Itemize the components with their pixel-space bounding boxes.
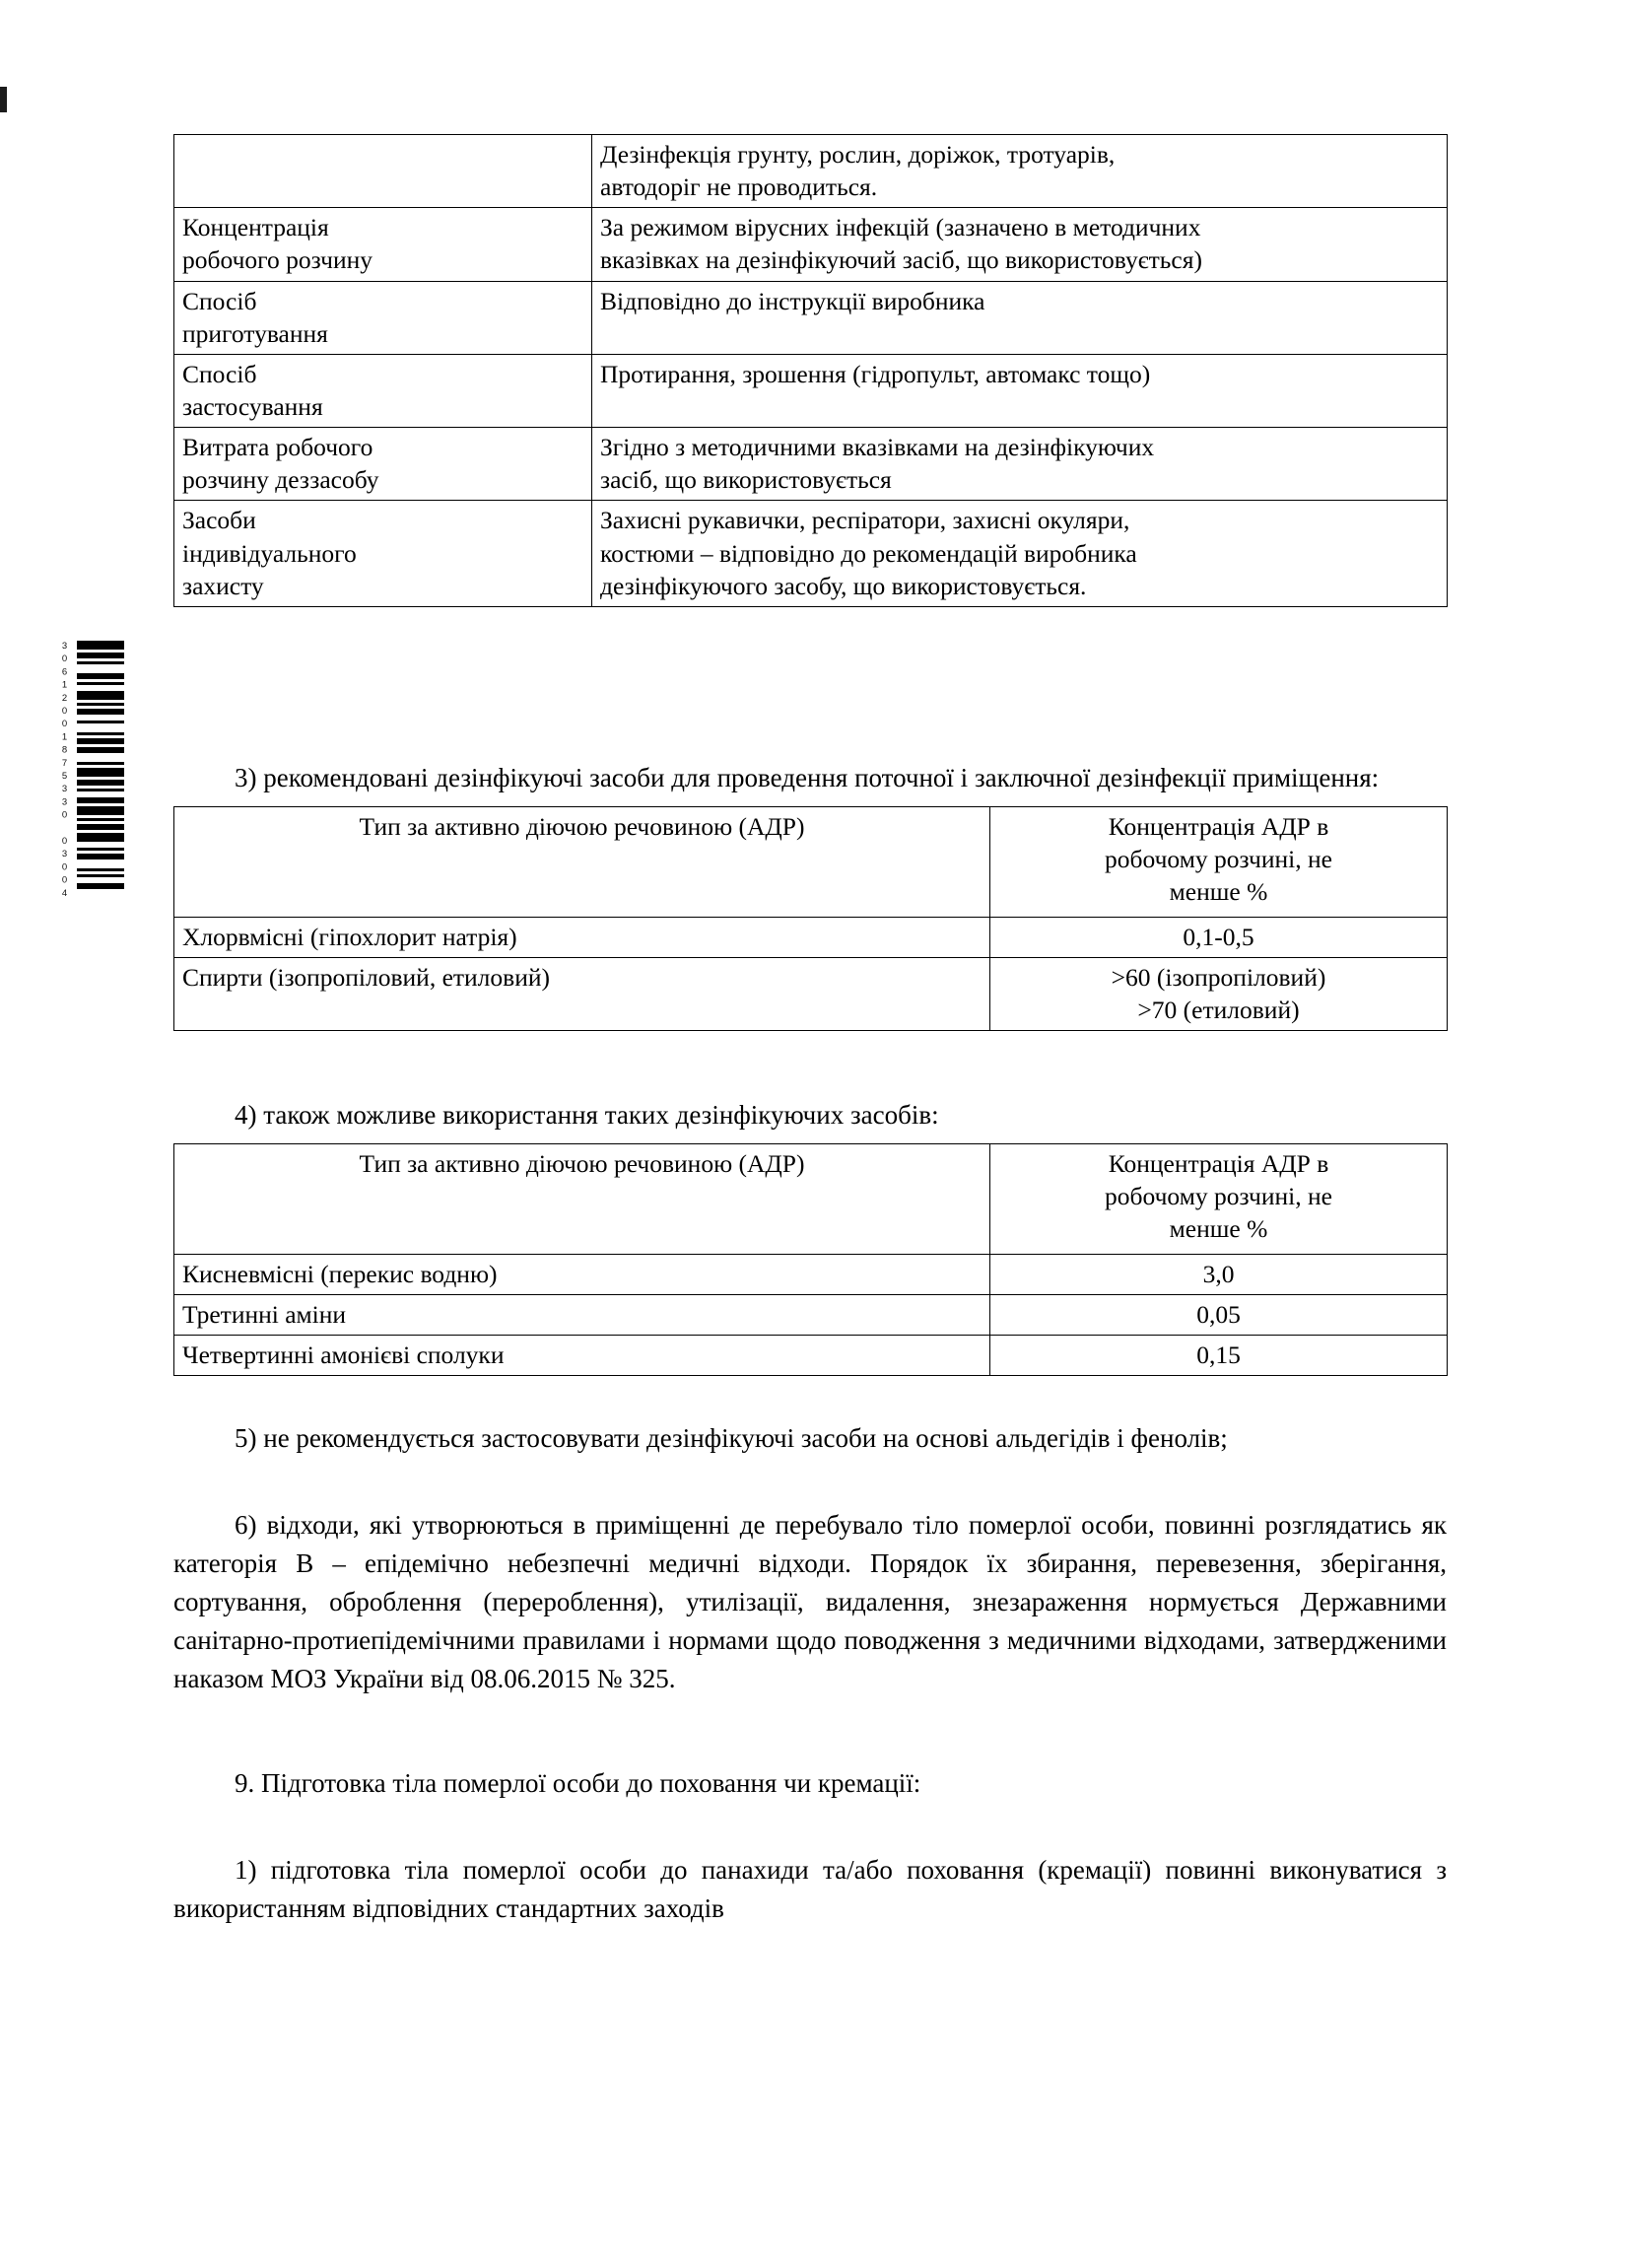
value-line: костюми – відповідно до рекомендацій виробника	[600, 538, 1137, 568]
agent-type-cell: Третинні аміни	[174, 1295, 990, 1336]
agent-type-cell: Кисневмісні (перекис водню)	[174, 1255, 990, 1295]
agent-concentration-cell: 0,15	[990, 1336, 1448, 1376]
label-line: Засоби	[182, 506, 256, 535]
barcode-bars	[77, 641, 124, 892]
table-row	[174, 501, 1448, 606]
label-line: індивідуального	[182, 538, 357, 568]
header-line: Концентрація АДР в	[1108, 812, 1329, 841]
row-value-cell	[592, 208, 1448, 281]
label-line: захисту	[182, 571, 264, 600]
table-additional-agents	[173, 1143, 1448, 1376]
agent-type-cell: Хлорвмісні (гіпохлорит натрія)	[174, 918, 990, 958]
concentration-line: >60 (ізопропіловий)	[1111, 963, 1326, 993]
column-header-type: Тип за активно діючою речовиною (АДР)	[174, 807, 990, 918]
row-label-cell	[174, 281, 592, 354]
value-line: Згідно з методичними вказівками на дезінфікуючих	[600, 433, 1155, 462]
agent-concentration-cell: 0,05	[990, 1295, 1448, 1336]
heading-section-9: 9. Підготовка тіла померлої особи до поховання чи кремації:	[235, 1768, 921, 1798]
column-header-concentration	[990, 807, 1448, 918]
row-value-cell	[592, 354, 1448, 427]
concentration-line: 0,1-0,5	[1183, 923, 1254, 951]
row-value-cell	[592, 428, 1448, 501]
label-line: розчину деззасобу	[182, 465, 379, 495]
table-row	[174, 354, 1448, 427]
table-row	[174, 1255, 1448, 1295]
label-line: застосування	[182, 391, 323, 421]
paragraph-item-4: 4) також можливе використання таких дезінфікуючих засобів:	[235, 1100, 939, 1130]
row-value-cell	[592, 281, 1448, 354]
table-recommended-agents	[173, 806, 1448, 1031]
value-line: автодоріг не проводиться.	[600, 172, 878, 202]
value-line: засіб, що використовується	[600, 465, 892, 495]
row-label-cell	[174, 354, 592, 427]
header-line: менше %	[1169, 1214, 1268, 1244]
table-disinfection-regime	[173, 134, 1448, 607]
label-line: робочого розчину	[182, 245, 373, 275]
paragraph-item-3: 3) рекомендовані дезінфікуючі засоби для проведення поточної і заключної дезінфекції приміщення:	[235, 763, 1380, 792]
header-line: Концентрація АДР в	[1108, 1149, 1329, 1178]
table-row	[174, 918, 1448, 958]
table-row	[174, 208, 1448, 281]
row-value-cell	[592, 135, 1448, 208]
paragraph-item-6: 6) відходи, які утворюються в приміщенні де перебувало тіло померлої особи, повинні розглядатись як категорія В – епідемічно небезпечні медичні відходи. Порядок їх збирання, перевезення, зберігання, сортування, оброблення (перероблення), утилізації, видалення, знезараження нормується Державними санітарно-протиепідемічними правилами і нормами щодо поводження з медичними відходами, затвердженими наказом МОЗ України від 08.06.2015 № 325.	[173, 1510, 1447, 1693]
barcode-digits: 30612001875330 03004	[59, 641, 70, 901]
row-value-cell	[592, 501, 1448, 606]
value-line: вказівках на дезінфікуючий засіб, що використовується)	[600, 245, 1202, 275]
row-label-cell	[174, 501, 592, 606]
value-line: За режимом вірусних інфекцій (зазначено в методичних	[600, 213, 1201, 242]
header-line: менше %	[1169, 877, 1268, 907]
table-header-row	[174, 807, 1448, 918]
table-row	[174, 1295, 1448, 1336]
row-label-cell	[174, 208, 592, 281]
table-row	[174, 281, 1448, 354]
value-line: Протирання, зрошення (гідропульт, автомакс тощо)	[600, 359, 1151, 388]
agent-concentration-cell: 3,0	[990, 1255, 1448, 1295]
table-row	[174, 428, 1448, 501]
paragraph-item-5: 5) не рекомендується застосовувати дезінфікуючі засоби на основі альдегідів і фенолів;	[235, 1423, 1228, 1453]
agent-type-cell: Спирти (ізопропіловий, етиловий)	[174, 958, 990, 1031]
concentration-line: >70 (етиловий)	[1137, 996, 1300, 1025]
label-line: Концентрація	[182, 213, 329, 242]
document-barcode	[55, 641, 126, 901]
column-header-type: Тип за активно діючою речовиною (АДР)	[174, 1144, 990, 1255]
value-line: дезінфікуючого засобу, що використовується.	[600, 571, 1087, 600]
value-line: Відповідно до інструкції виробника	[600, 286, 985, 315]
paragraph-item-9-1: 1) підготовка тіла померлої особи до панахиди та/або поховання (кремації) повинні виконуватися з використанням відповідних стандартних заходів	[173, 1855, 1447, 1923]
agent-type-cell: Четвертинні амонієві сполуки	[174, 1336, 990, 1376]
value-line: Захисні рукавички, респіратори, захисні окуляри,	[600, 506, 1130, 535]
table-header-row	[174, 1144, 1448, 1255]
header-line: робочому розчині, не	[1105, 845, 1332, 874]
row-label-cell	[174, 135, 592, 208]
table-row	[174, 135, 1448, 208]
value-line: Дезінфекція грунту, рослин, доріжок, тротуарів,	[600, 140, 1116, 169]
column-header-concentration	[990, 1144, 1448, 1255]
row-label-cell	[174, 428, 592, 501]
label-line: Витрата робочого	[182, 433, 373, 462]
scan-edge-artifact	[0, 87, 7, 112]
table-row	[174, 958, 1448, 1031]
label-line: Спосіб	[182, 359, 257, 388]
table-row	[174, 1336, 1448, 1376]
agent-concentration-cell	[990, 958, 1448, 1031]
header-line: робочому розчині, не	[1105, 1182, 1332, 1211]
agent-concentration-cell	[990, 918, 1448, 958]
label-line: приготування	[182, 318, 328, 348]
label-line: Спосіб	[182, 286, 257, 315]
